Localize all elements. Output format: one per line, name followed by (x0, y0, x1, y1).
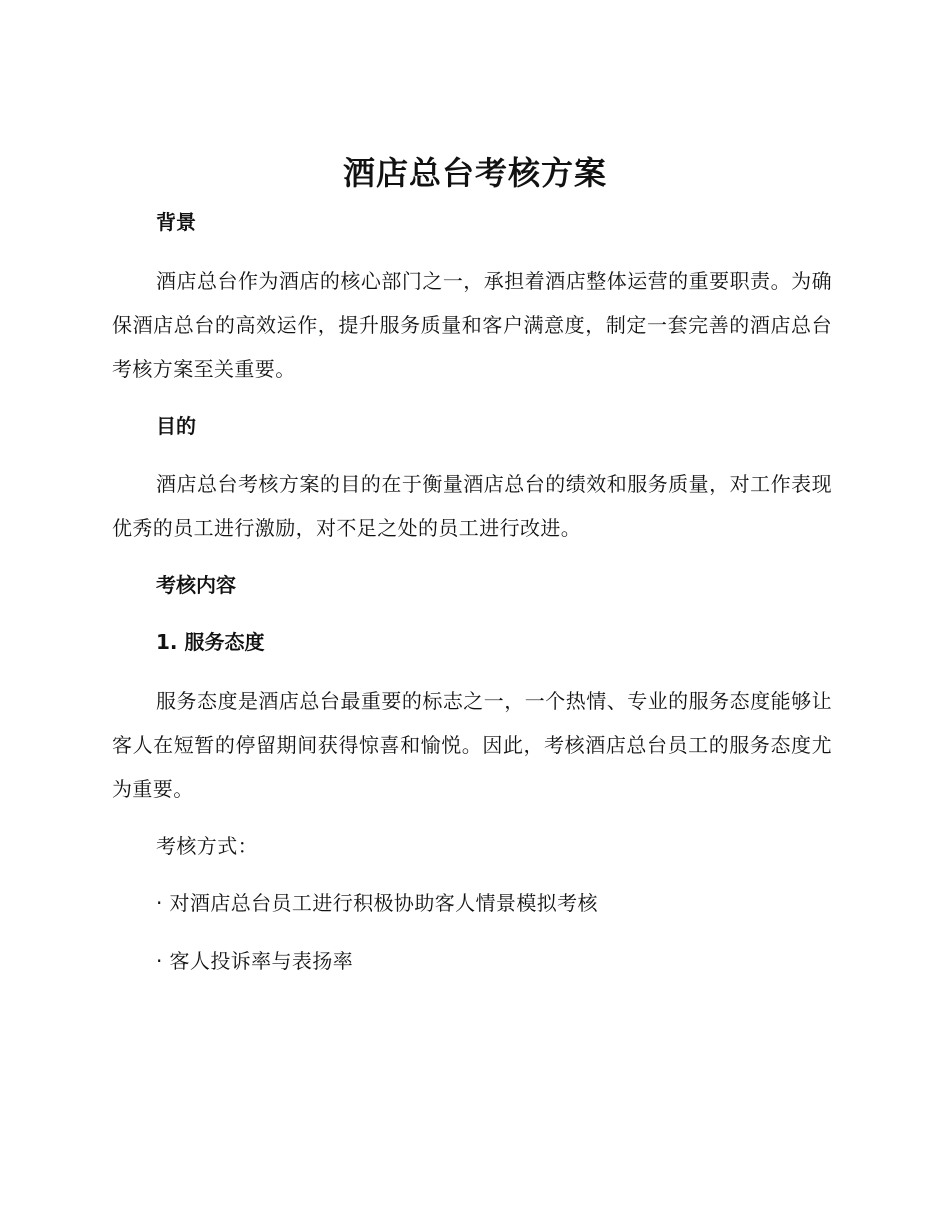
bullet-item: · 客人投诉率与表扬率 (156, 949, 354, 973)
section-heading-background: 背景 (156, 210, 196, 234)
section-heading-assessment-content: 考核内容 (156, 573, 236, 597)
assessment-method-label: 考核方式： (156, 834, 258, 858)
service-attitude-paragraph: 服务态度是酒店总台最重要的标志之一，一个热情、专业的服务态度能够让客人在短暂的停留期间获得惊喜和愉悦。因此，考核酒店总台员工的服务态度尤为重要。 (112, 689, 832, 801)
subsection-heading-service-attitude: 1. 服务态度 (156, 630, 265, 654)
bullet-item: · 对酒店总台员工进行积极协助客人情景模拟考核 (156, 891, 598, 915)
purpose-paragraph: 酒店总台考核方案的目的在于衡量酒店总台的绩效和服务质量，对工作表现优秀的员工进行激励，对不足之处的员工进行改进。 (112, 472, 832, 540)
section-heading-purpose: 目的 (156, 414, 196, 438)
document-title: 酒店总台考核方案 (342, 154, 607, 192)
background-paragraph: 酒店总台作为酒店的核心部门之一，承担着酒店整体运营的重要职责。为确保酒店总台的高效运作，提升服务质量和客户满意度，制定一套完善的酒店总台考核方案至关重要。 (112, 269, 832, 381)
